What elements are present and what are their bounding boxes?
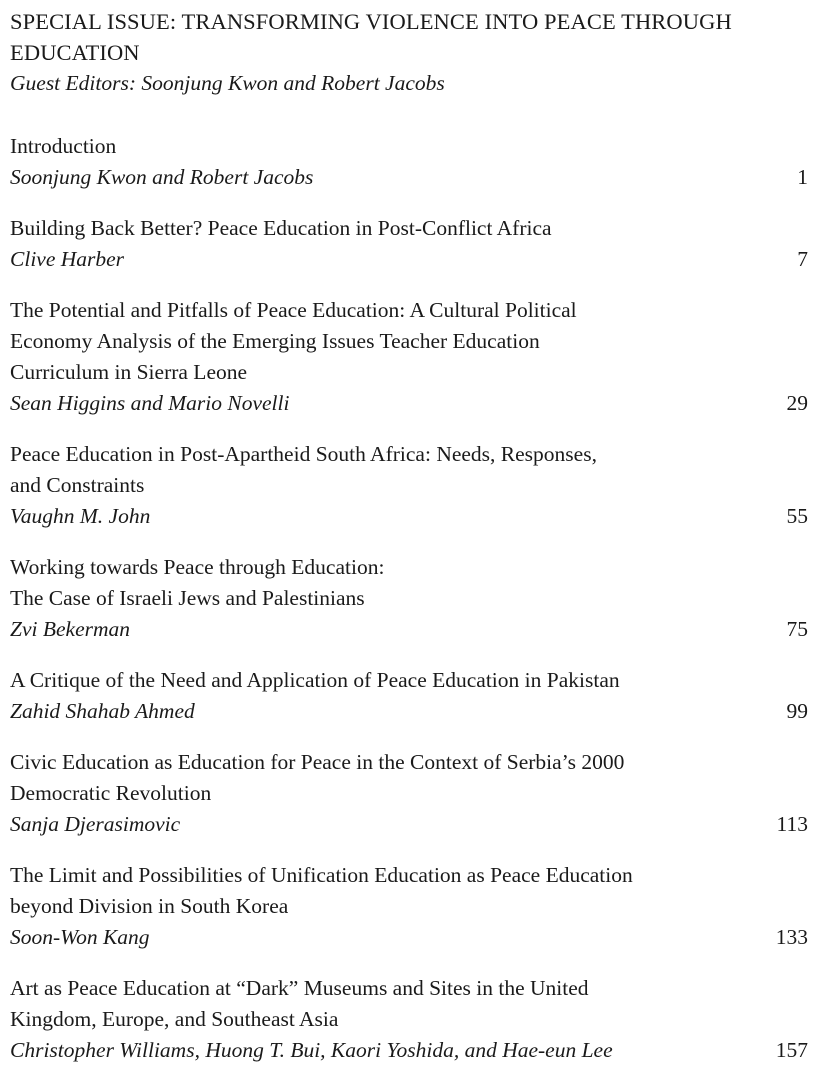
toc-entry[interactable] (10, 439, 808, 532)
article-title-line: The Limit and Possibilities of Unification Education as Peace Education (10, 863, 633, 887)
article-authors: Zahid Shahab Ahmed (10, 699, 195, 723)
article-title-line: beyond Division in South Korea (10, 894, 289, 918)
article-title (10, 665, 808, 696)
guest-editors: Guest Editors: Soonjung Kwon and Robert Jacobs (10, 71, 445, 95)
article-meta (10, 1035, 808, 1066)
article-title-line: Introduction (10, 134, 117, 158)
article-page-number: 113 (776, 812, 808, 836)
special-issue-heading-line: SPECIAL ISSUE: TRANSFORMING VIOLENCE INTO PEACE THROUGH (10, 9, 732, 34)
article-authors: Soonjung Kwon and Robert Jacobs (10, 165, 314, 189)
article-page-number: 133 (775, 925, 808, 949)
article-meta (10, 922, 808, 953)
article-title-line: Curriculum in Sierra Leone (10, 360, 248, 384)
article-page-number: 157 (775, 1038, 808, 1062)
toc-entry[interactable] (10, 747, 808, 840)
article-title (10, 131, 808, 162)
article-authors: Christopher Williams, Huong T. Bui, Kaori Yoshida, and Hae-eun Lee (10, 1038, 613, 1062)
article-meta (10, 501, 808, 532)
article-title (10, 747, 808, 809)
article-meta (10, 696, 808, 727)
article-title-line: Kingdom, Europe, and Southeast Asia (10, 1007, 339, 1031)
article-title (10, 860, 808, 922)
toc-entry[interactable] (10, 131, 808, 193)
toc-entry[interactable] (10, 665, 808, 727)
article-title-line: Working towards Peace through Education: (10, 555, 385, 579)
toc-entry[interactable] (10, 295, 808, 419)
article-title-line: Building Back Better? Peace Education in Post-Conflict Africa (10, 216, 552, 240)
article-page-number: 99 (786, 699, 808, 723)
toc-entry[interactable] (10, 552, 808, 645)
article-authors: Clive Harber (10, 247, 125, 271)
table-of-contents (10, 131, 808, 1066)
toc-page (10, 6, 808, 1086)
article-authors: Vaughn M. John (10, 504, 151, 528)
article-title (10, 213, 808, 244)
article-title-line: and Constraints (10, 473, 145, 497)
article-title-line: Civic Education as Education for Peace in the Context of Serbia’s 2000 (10, 750, 625, 774)
article-title-line: Democratic Revolution (10, 781, 212, 805)
article-meta (10, 614, 808, 645)
article-title-line: The Potential and Pitfalls of Peace Education: A Cultural Political (10, 298, 577, 322)
article-title (10, 973, 808, 1035)
toc-entry[interactable] (10, 213, 808, 275)
article-page-number: 7 (797, 247, 808, 271)
article-title (10, 552, 808, 614)
special-issue-header (10, 6, 808, 99)
article-meta (10, 162, 808, 193)
article-page-number: 29 (786, 391, 808, 415)
article-authors: Zvi Bekerman (10, 617, 131, 641)
article-title-line: Art as Peace Education at “Dark” Museums and Sites in the United (10, 976, 589, 1000)
article-authors: Sanja Djerasimovic (10, 812, 181, 836)
toc-entry[interactable] (10, 973, 808, 1066)
article-meta (10, 388, 808, 419)
article-meta (10, 244, 808, 275)
article-title-line: Economy Analysis of the Emerging Issues Teacher Education (10, 329, 540, 353)
article-title (10, 295, 808, 388)
article-authors: Soon-Won Kang (10, 925, 150, 949)
article-authors: Sean Higgins and Mario Novelli (10, 391, 290, 415)
article-meta (10, 809, 808, 840)
article-page-number: 75 (786, 617, 808, 641)
special-issue-heading (10, 6, 800, 68)
special-issue-heading-line: EDUCATION (10, 40, 140, 65)
article-title-line: A Critique of the Need and Application of Peace Education in Pakistan (10, 668, 620, 692)
article-page-number: 1 (797, 165, 808, 189)
article-title-line: The Case of Israeli Jews and Palestinians (10, 586, 365, 610)
article-page-number: 55 (786, 504, 808, 528)
article-title (10, 439, 808, 501)
toc-entry[interactable] (10, 860, 808, 953)
article-title-line: Peace Education in Post-Apartheid South Africa: Needs, Responses, (10, 442, 597, 466)
